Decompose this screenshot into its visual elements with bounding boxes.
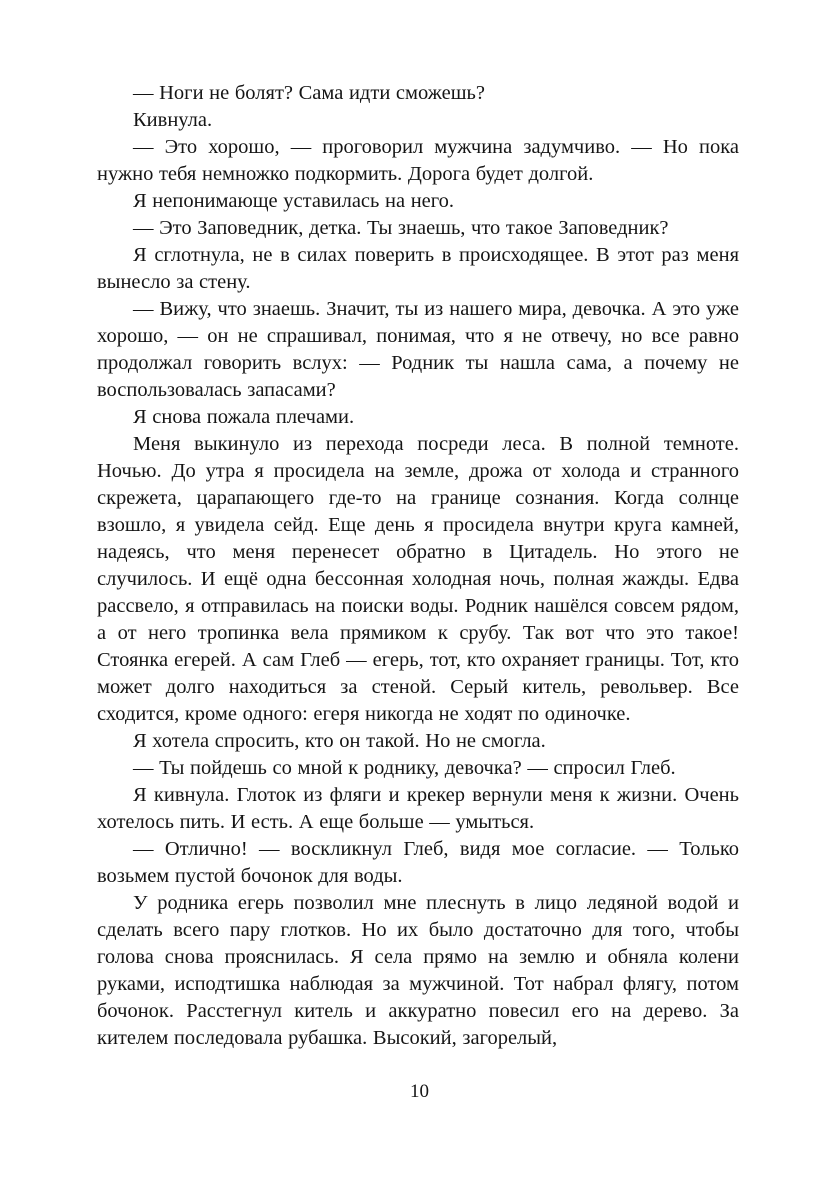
- page-text: [97, 80, 739, 1052]
- paragraph: Я непонимающе уставилась на него.: [133, 190, 455, 212]
- paragraph: — Это хорошо, — проговорил мужчина задумчиво. — Но пока нужно тебя немножко подкормить. Дорога будет долгой.: [97, 136, 739, 185]
- paragraph: У родника егерь позволил мне плеснуть в лицо ледяной водой и сделать всего пару глотков. Но их было достаточно для того, чтобы голова снова прояснилась. Я села прямо на землю и обняла колени руками, исподтишка наблюдая за мужчиной. Тот набрал флягу, потом бочонок. Расстегнул китель и аккуратно повесил его на дерево. За кителем последовала рубашка. Высокий, загорелый,: [97, 892, 739, 1049]
- paragraph: — Это Заповедник, детка. Ты знаешь, что такое Заповедник?: [133, 217, 669, 239]
- paragraph: Меня выкинуло из перехода посреди леса. В полной темноте. Ночью. До утра я просидела на земле, дрожа от холода и странного скрежета, царапающего где-то на границе сознания. Когда солнце взошло, я увидела сейд. Еще день я просидела внутри круга камней, надеясь, что меня перенесет обратно в Цитадель. Но этого не случилось. И ещё одна бессонная холодная ночь, полная жажды. Едва рассвело, я отправилась на поиски воды. Родник нашёлся совсем рядом, а от него тропинка вела прямиком к срубу. Так вот что это такое! Стоянка егерей. А сам Глеб — егерь, тот, кто охраняет границы. Тот, кто может долго находиться за стеной. Серый китель, револьвер. Все сходится, кроме одного: егеря никогда не ходят по одиночке.: [97, 433, 739, 725]
- paragraph: — Ты пойдешь со мной к роднику, девочка? — спросил Глеб.: [133, 757, 676, 779]
- paragraph: Я снова пожала плечами.: [133, 406, 355, 428]
- paragraph: — Ноги не болят? Сама идти сможешь?: [133, 82, 485, 104]
- paragraph: — Отлично! — воскликнул Глеб, видя мое согласие. — Только возьмем пустой бочонок для воды.: [97, 838, 739, 887]
- paragraph: — Вижу, что знаешь. Значит, ты из нашего мира, девочка. А это уже хорошо, — он не спрашивал, понимая, что я не отвечу, но все равно продолжал говорить вслух: — Родник ты нашла сама, а почему не воспользовалась запасами?: [97, 298, 739, 401]
- paragraph: Кивнула.: [133, 109, 213, 131]
- page-number: 10: [410, 1081, 429, 1102]
- paragraph: Я сглотнула, не в силах поверить в происходящее. В этот раз меня вынесло за стену.: [97, 244, 739, 293]
- paragraph: Я хотела спросить, кто он такой. Но не смогла.: [133, 730, 546, 752]
- paragraph: Я кивнула. Глоток из фляги и крекер вернули меня к жизни. Очень хотелось пить. И есть. А еще больше — умыться.: [97, 784, 739, 833]
